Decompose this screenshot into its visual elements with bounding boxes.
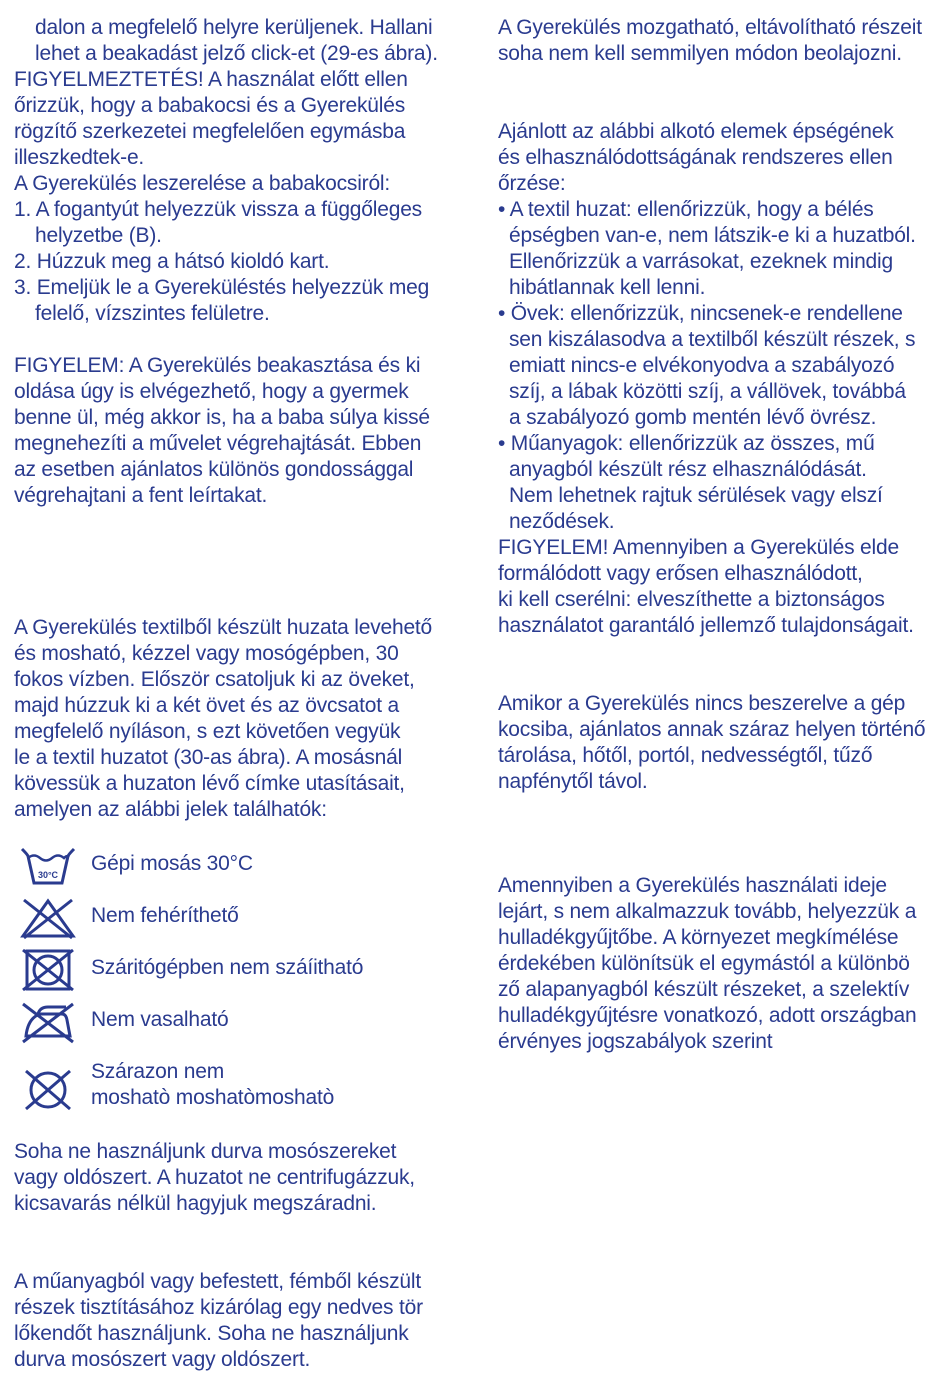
text-line: ki kell cserélni: elveszíthette a biztonságos bbox=[498, 588, 885, 611]
text-line: amelyen az alábbi jelek találhatók: bbox=[14, 798, 327, 821]
text-line: A Gyerekülés mozgatható, eltávolítható részeit bbox=[498, 16, 922, 39]
text-line: formálódott vagy erősen elhasználódott, bbox=[498, 562, 863, 585]
text-line: és mosható, kézzel vagy mosógépben, 30 bbox=[14, 642, 399, 665]
text-line: és elhasználódottságának rendszeres ellen bbox=[498, 146, 893, 169]
text-line: kövessük a huzaton lévő címke utasításait, bbox=[14, 772, 405, 795]
care-label-dryer: Száritógépben nem száíitható bbox=[91, 956, 364, 979]
text-line: Nem lehetnek rajtuk sérülések vagy elszí bbox=[509, 484, 883, 507]
text-line: megfelelő nyíláson, s ezt követően vegyük bbox=[14, 720, 401, 743]
text-line: őrzése: bbox=[498, 172, 566, 195]
text-line: 3. Emeljük le a Gyereküléstés helyezzük meg bbox=[14, 276, 430, 299]
text-line: A műanyagból vagy befestett, fémből készült bbox=[14, 1270, 421, 1293]
text-line: helyzetbe (B). bbox=[35, 224, 162, 247]
text-line: részek tisztításához kizárólag egy nedves tör bbox=[14, 1296, 423, 1319]
bullet-item: • Műanyagok: ellenőrizzük az összes, mű bbox=[498, 432, 875, 455]
text-line: őrizzük, hogy a babakocsi és a Gyerekülés bbox=[14, 94, 406, 117]
wash-30-icon bbox=[18, 845, 78, 889]
text-line: sen kiszálasodva a textilből készült részek, s bbox=[509, 328, 916, 351]
text-line: FIGYELEM: A Gyerekülés beakasztása és ki bbox=[14, 354, 421, 377]
text-line: épségben van-e, nem látszik-e ki a huzatból. bbox=[509, 224, 916, 247]
care-label-dry-clean-2: moshatò moshatòmoshatò bbox=[91, 1086, 335, 1109]
bullet-item: • Övek: ellenőrizzük, nincsenek-e rendellene bbox=[498, 302, 903, 325]
text-line: A Gyerekülés textilből készült huzata levehető bbox=[14, 616, 433, 639]
text-line: A Gyerekülés leszerelése a babakocsiról: bbox=[14, 172, 391, 195]
text-line: soha nem kell semmilyen módon beolajozni. bbox=[498, 42, 902, 65]
text-line: kocsiba, ajánlatos annak száraz helyen történő bbox=[498, 718, 926, 741]
text-line: vagy oldószert. A huzatot ne centrifugázzuk, bbox=[14, 1166, 415, 1189]
text-line: lejárt, s nem alkalmazzuk tovább, helyezzük a bbox=[498, 900, 917, 923]
text-line: Ellenőrizzük a varrásokat, ezeknek mindig bbox=[509, 250, 893, 273]
text-line: lőkendőt használjunk. Soha ne használjunk bbox=[14, 1322, 409, 1345]
text-line: az esetben ajánlatos különös gondossággal bbox=[14, 458, 414, 481]
care-label-bleach: Nem fehéríthető bbox=[91, 904, 239, 927]
text-line: FIGYELEM! Amennyiben a Gyerekülés elde bbox=[498, 536, 899, 559]
text-line: napfénytől távol. bbox=[498, 770, 648, 793]
text-line: Amikor a Gyerekülés nincs beszerelve a gép bbox=[498, 692, 906, 715]
text-line: használatot garantáló jellemző tulajdonságait. bbox=[498, 614, 914, 637]
no-iron-icon bbox=[18, 1000, 78, 1044]
text-line: le a textil huzatot (30-as ábra). A mosásnál bbox=[14, 746, 403, 769]
text-line: érvényes jogszabályok szerint bbox=[498, 1030, 773, 1053]
care-label-iron: Nem vasalható bbox=[91, 1008, 229, 1031]
text-line: FIGYELMEZTETÉS! A használat előtt ellen bbox=[14, 68, 408, 91]
text-line: lehet a beakadást jelző click-et (29-es ábra). bbox=[35, 42, 438, 65]
text-line: tárolása, hőtől, portól, nedvességtől, tűző bbox=[498, 744, 873, 767]
text-line: majd húzzuk ki a két övet és az övcsatot a bbox=[14, 694, 399, 717]
text-line: érdekében különítsük el egymástól a különbö bbox=[498, 952, 910, 975]
no-bleach-icon bbox=[18, 896, 78, 940]
text-line: megnehezíti a művelet végrehajtását. Ebben bbox=[14, 432, 422, 455]
text-line: a szabályozó gomb mentén lévő övrész. bbox=[509, 406, 877, 429]
text-line: rögzítő szerkezetei megfelelően egymásba bbox=[14, 120, 406, 143]
text-line: szíj, a lábak közötti szíj, a vállövek, továbbá bbox=[509, 380, 906, 403]
no-tumble-dry-icon bbox=[18, 948, 78, 992]
text-line: hulladékgyűjtőbe. A környezet megkímélése bbox=[498, 926, 899, 949]
text-line: végrehajtani a fent leírtakat. bbox=[14, 484, 268, 507]
wash-temp-label: 30°C bbox=[37, 870, 59, 880]
text-line: anyagból készült rész elhasználódását. bbox=[509, 458, 867, 481]
text-line: Soha ne használjunk durva mosószereket bbox=[14, 1140, 397, 1163]
text-line: 2. Húzzuk meg a hátsó kioldó kart. bbox=[14, 250, 330, 273]
text-line: emiatt nincs-e elvékonyodva a szabályozó bbox=[509, 354, 895, 377]
text-line: benne ül, még akkor is, ha a baba súlya kissé bbox=[14, 406, 430, 429]
text-line: hulladékgyűjtésre vonatkozó, adott országban bbox=[498, 1004, 917, 1027]
text-line: Ajánlott az alábbi alkotó elemek épségének bbox=[498, 120, 894, 143]
text-line: illeszkedtek-e. bbox=[14, 146, 145, 169]
text-line: Amennyiben a Gyerekülés használati ideje bbox=[498, 874, 887, 897]
care-label-dry-clean: Szárazon nem bbox=[91, 1060, 225, 1083]
text-line: kicsavarás nélkül hagyjuk megszáradni. bbox=[14, 1192, 377, 1215]
text-line: ző alapanyagból készült részeket, a szelektív bbox=[498, 978, 910, 1001]
bullet-item: • A textil huzat: ellenőrizzük, hogy a bélés bbox=[498, 198, 874, 221]
text-line: 1. A fogantyút helyezzük vissza a függőleges bbox=[14, 198, 422, 221]
text-line: dalon a megfelelő helyre kerüljenek. Hallani bbox=[35, 16, 433, 39]
text-line: durva mosószert vagy oldószert. bbox=[14, 1348, 311, 1371]
text-line: fokos vízben. Először csatoljuk ki az öveket, bbox=[14, 668, 415, 691]
care-label-wash: Gépi mosás 30°C bbox=[91, 852, 253, 875]
text-line: oldása úgy is elvégezhető, hogy a gyermek bbox=[14, 380, 409, 403]
text-line: felelő, vízszintes felületre. bbox=[35, 302, 270, 325]
text-line: hibátlannak kell lenni. bbox=[509, 276, 706, 299]
no-dry-clean-icon bbox=[18, 1068, 78, 1112]
text-line: neződések. bbox=[509, 510, 615, 533]
